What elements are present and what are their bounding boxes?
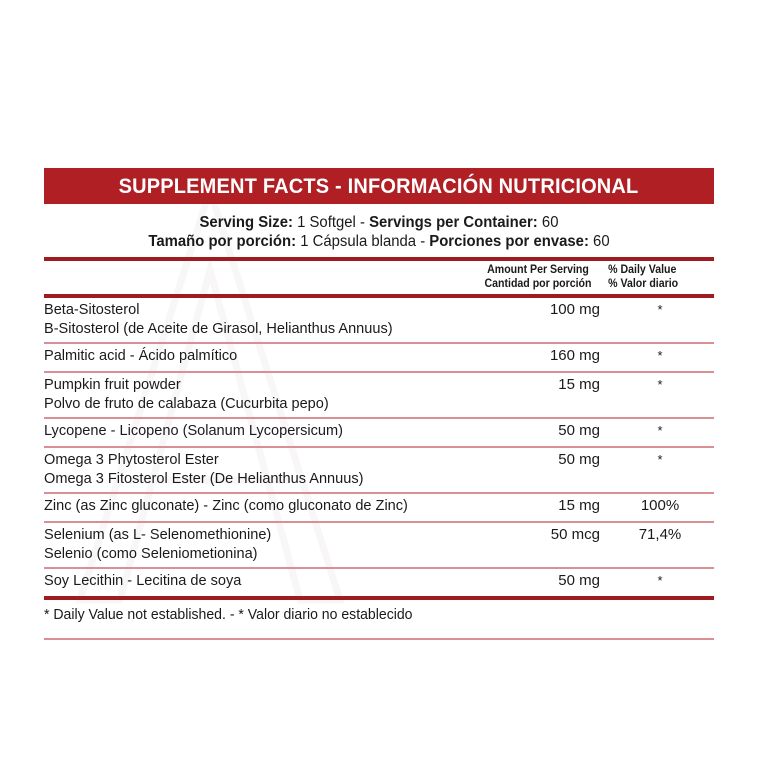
daily-value-header-english: % Daily Value (608, 264, 677, 276)
ingredient-daily-value: * (657, 452, 663, 467)
supplement-facts-title-bar (44, 168, 714, 204)
ingredient-names (44, 572, 488, 591)
table-row (44, 523, 714, 567)
ingredient-name-spanish: Omega 3 Fitosterol Ester (De Helianthus Annuus) (44, 469, 364, 487)
ingredient-names (44, 422, 488, 441)
serving-separator-english: - (359, 214, 365, 231)
amount-header-english: Amount Per Serving (487, 264, 589, 276)
amount-column-header (483, 264, 593, 291)
ingredient-names (44, 347, 488, 366)
ingredient-amount: 15 mg (558, 497, 600, 514)
ingredient-daily-value: 71,4% (638, 526, 682, 543)
ingredient-amount: 50 mg (558, 572, 600, 589)
supplement-facts-panel (44, 168, 714, 640)
ingredient-names (44, 301, 488, 338)
page-title: SUPPLEMENT FACTS - INFORMACIÓN NUTRICIONAL (119, 173, 639, 198)
ingredient-daily-value: * (657, 302, 663, 317)
ingredient-amount: 15 mg (558, 376, 600, 393)
ingredient-name-english: Pumpkin fruit powder (44, 376, 181, 393)
ingredient-name-english: Lycopene - Licopeno (Solanum Lycopersicum) (44, 422, 343, 439)
ingredient-name-english: Omega 3 Phytosterol Ester (44, 451, 219, 468)
ingredient-names (44, 497, 488, 516)
table-row (44, 448, 714, 492)
serving-separator-spanish: - (420, 233, 426, 250)
daily-value-header-spanish: % Valor diario (608, 277, 679, 290)
ingredient-daily-value: * (657, 573, 663, 588)
bottom-border (44, 638, 714, 640)
ingredient-amount: 100 mg (549, 301, 600, 318)
column-headers (44, 261, 714, 294)
serving-line-english (57, 213, 700, 232)
ingredient-name-english: Beta-Sitosterol (44, 301, 140, 318)
ingredient-amount: 50 mg (558, 451, 600, 468)
ingredient-name-spanish: Polvo de fruto de calabaza (Cucurbita pepo) (44, 394, 329, 412)
ingredient-name-english: Palmitic acid - Ácido palmítico (44, 347, 238, 364)
ingredient-name-english: Zinc (as Zinc gluconate) - Zinc (como gluconato de Zinc) (44, 497, 408, 514)
servings-per-container-value: 60 (541, 214, 559, 231)
ingredient-amount: 50 mg (558, 422, 600, 439)
ingredient-names (44, 526, 488, 563)
porciones-por-envase-label: Porciones por envase: (429, 233, 589, 250)
table-row (44, 494, 714, 521)
serving-size-label: Serving Size: (199, 214, 293, 231)
servings-per-container-label: Servings per Container: (369, 214, 538, 231)
table-row (44, 419, 714, 446)
tamano-por-porcion-label: Tamaño por porción: (148, 233, 297, 250)
daily-value-footnote: * Daily Value not established. - * Valor diario no establecido (44, 607, 413, 623)
ingredient-name-english: Soy Lecithin - Lecitina de soya (44, 572, 242, 589)
ingredient-names (44, 451, 488, 488)
ingredient-rows (44, 298, 714, 596)
tamano-por-porcion-value: 1 Cápsula blanda (300, 233, 417, 250)
table-row (44, 298, 714, 342)
ingredient-amount: 50 mcg (550, 526, 600, 543)
daily-value-column-header (603, 264, 710, 291)
table-row (44, 344, 714, 371)
ingredient-name-spanish: B-Sitosterol (de Aceite de Girasol, Helianthus Annuus) (44, 319, 393, 337)
ingredient-daily-value: 100% (640, 497, 680, 514)
serving-size-value: 1 Softgel (297, 214, 356, 231)
table-row (44, 373, 714, 417)
serving-line-spanish (57, 232, 700, 251)
porciones-por-envase-value: 60 (593, 233, 610, 250)
ingredient-daily-value: * (657, 377, 663, 392)
ingredient-daily-value: * (657, 348, 663, 363)
ingredient-name-english: Selenium (as L- Selenomethionine) (44, 526, 272, 543)
ingredient-amount: 160 mg (549, 347, 600, 364)
ingredient-name-spanish: Selenio (como Seleniometionina) (44, 544, 258, 562)
amount-header-spanish: Cantidad por porción (484, 277, 592, 290)
serving-information (44, 204, 714, 257)
table-row (44, 569, 714, 596)
ingredient-names (44, 376, 488, 413)
ingredient-daily-value: * (657, 423, 663, 438)
